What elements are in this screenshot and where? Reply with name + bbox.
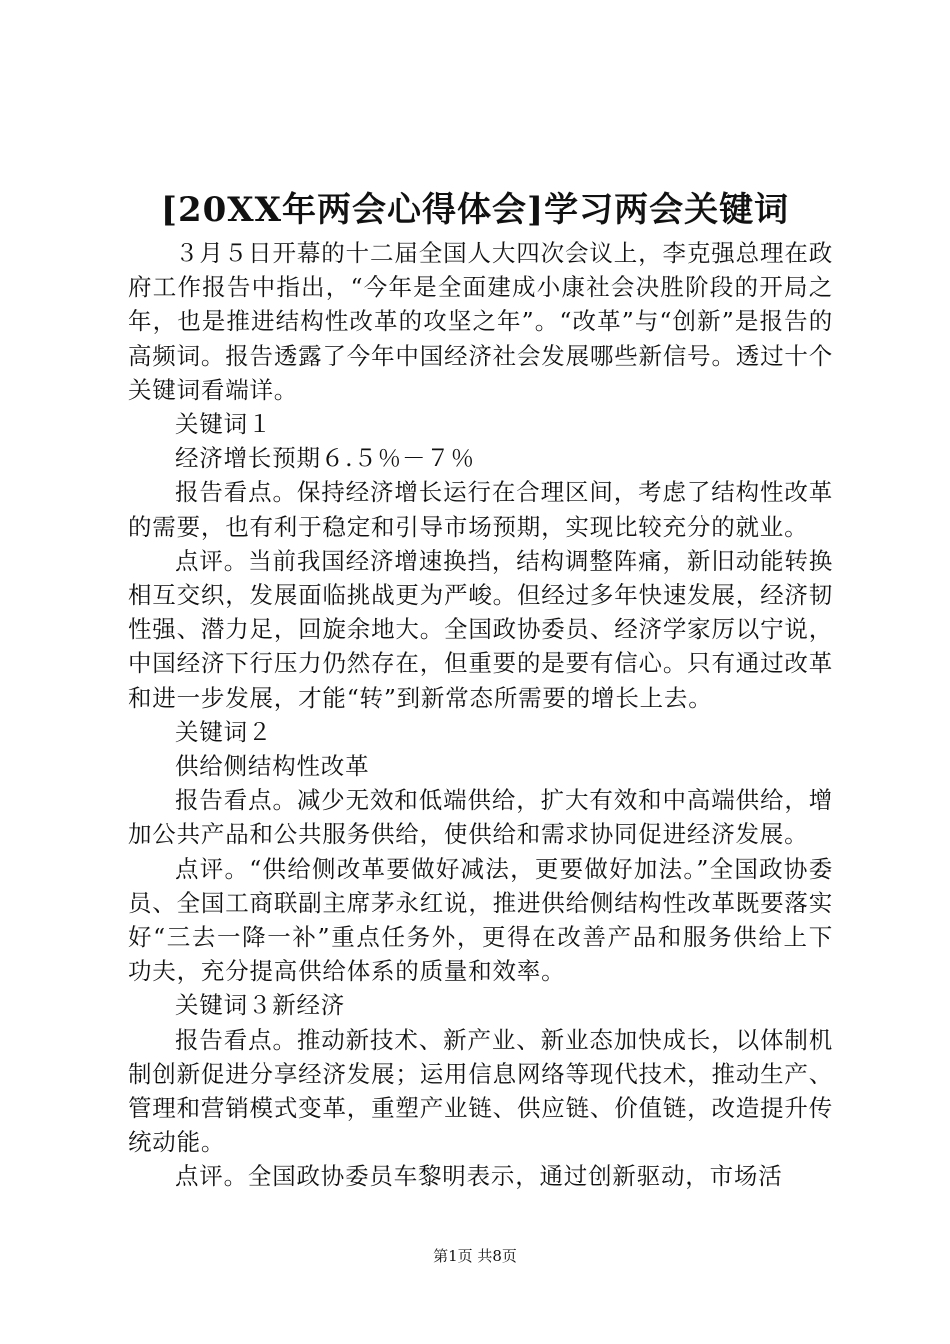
- document-body: [128, 236, 833, 1194]
- document-title: [20XX年两会心得体会]学习两会关键词: [160, 190, 790, 230]
- keyword-heading-3: 关键词３新经济: [175, 991, 346, 1020]
- keyword-title-1: 经济增长预期６.５％－７％: [175, 444, 475, 473]
- page-footer: 第1页 共8页: [433, 1247, 517, 1265]
- paragraph-comment-2: 点评。“供给侧改革要做好减法，更要做好加法。”全国政协委员、全国工商联副主席茅永红说，推进供给侧结构性改革既要落实好“三去一降一补”重点任务外，更得在改善产品和服务供给上下功夫，充分提高供给体系的质量和效率。: [128, 854, 833, 986]
- paragraph-highlight-2: 报告看点。减少无效和低端供给，扩大有效和中高端供给，增加公共产品和公共服务供给，使供给和需求协同促进经济发展。: [128, 786, 833, 849]
- paragraph-highlight-1: 报告看点。保持经济增长运行在合理区间，考虑了结构性改革的需要，也有利于稳定和引导市场预期，实现比较充分的就业。: [128, 478, 833, 541]
- paragraph-intro: ３月５日开幕的十二届全国人大四次会议上，李克强总理在政府工作报告中指出，“今年是全面建成小康社会决胜阶段的开局之年，也是推进结构性改革的攻坚之年”。“改革”与“创新”是报告的高频词。报告透露了今年中国经济社会发展哪些新信号。透过十个关键词看端详。: [128, 239, 833, 404]
- keyword-heading-2: 关键词２: [175, 717, 273, 746]
- paragraph-comment-1: 点评。当前我国经济增速换挡，结构调整阵痛，新旧动能转换相互交织，发展面临挑战更为严峻。但经过多年快速发展，经济韧性强、潜力足，回旋余地大。全国政协委员、经济学家厉以宁说，中国经济下行压力仍然存在，但重要的是要有信心。只有通过改革和进一步发展，才能“转”到新常态所需要的增长上去。: [128, 546, 833, 712]
- paragraph-comment-3: 点评。全国政协委员车黎明表示，通过创新驱动，市场活: [175, 1162, 783, 1191]
- keyword-title-2: 供给侧结构性改革: [175, 752, 370, 781]
- keyword-heading-1: 关键词１: [175, 410, 273, 439]
- paragraph-highlight-3: 报告看点。推动新技术、新产业、新业态加快成长，以体制机制创新促进分享经济发展；运用信息网络等现代技术，推动生产、管理和营销模式变革，重塑产业链、供应链、价值链，改造提升传统动能。: [128, 1025, 833, 1157]
